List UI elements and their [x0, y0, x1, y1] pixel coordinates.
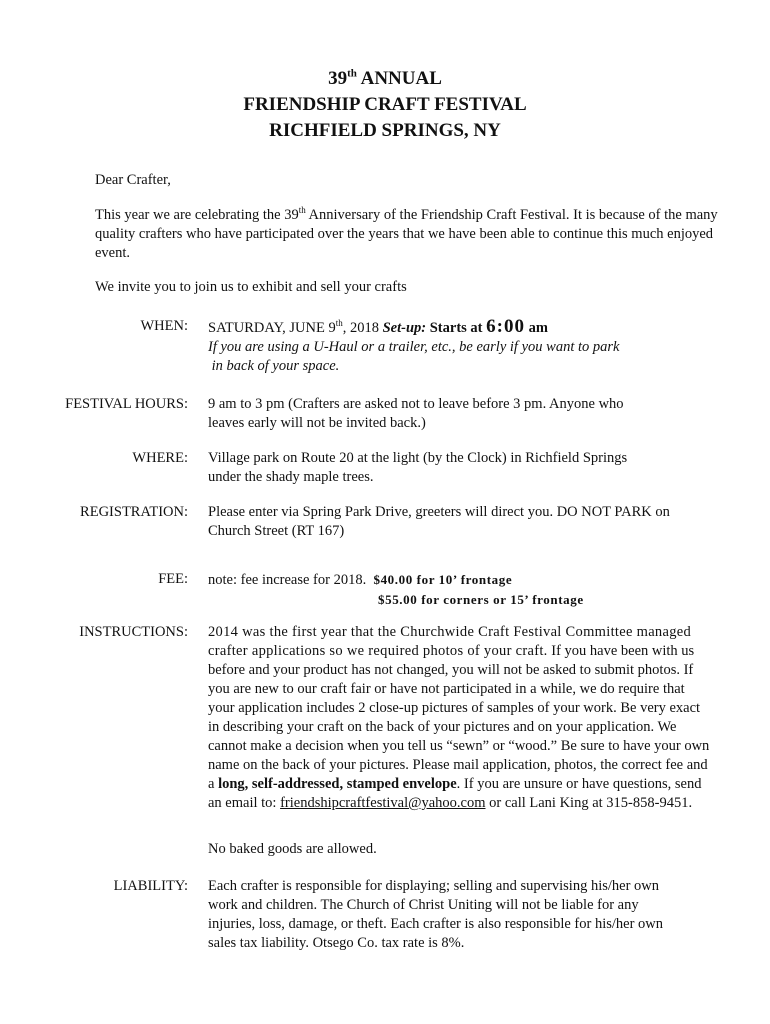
invite-text: We invite you to join us to exhibit and sell your crafts — [95, 279, 407, 295]
when-label: WHEN: — [140, 318, 188, 334]
event-date: SATURDAY, JUNE 9th, 2018 — [208, 318, 383, 336]
start-time: 6:00 — [486, 316, 525, 337]
trailer-note-line1: If you are using a U-Haul or a trailer, etc., be early if you want to park — [208, 339, 620, 355]
fee-price-corner: $55.00 for corners or 15’ frontage — [378, 592, 584, 607]
registration-value: Please enter via Spring Park Drive, greeters will direct you. DO NOT PARK on Church Street (RT 167) — [208, 504, 670, 539]
where-value: Village park on Route 20 at the light (by the Clock) in Richfield Springs under the shady maple trees. — [208, 450, 628, 485]
intro-paragraph: This year we are celebrating the 39th Anniversary of the Friendship Craft Festival. It is because of the many quality crafters who have participated over the years that we have been able to continue this much enjoyed event. — [95, 205, 718, 261]
when-value: SATURDAY, JUNE 9th, 2018 Set-up: Starts at 6:00 am If you are using a U-Haul or a trailer, etc., be early if you want to park in back of your space. — [208, 317, 718, 376]
setup-label: Set-up: — [382, 320, 427, 336]
title-line-anniversary: 39th ANNUAL — [328, 67, 442, 89]
envelope-requirement: long, self-addressed, stamped envelope — [218, 776, 457, 792]
liability-label: LIABILITY: — [113, 878, 188, 894]
contact-email-link[interactable]: friendshipcraftfestival@yahoo.com — [280, 795, 486, 811]
fee-price-standard: $40.00 for 10’ frontage — [373, 572, 513, 587]
fee-note: note: fee increase for 2018. — [208, 572, 374, 588]
trailer-note-line2: in back of your space. — [208, 358, 340, 374]
instructions-value: 2014 was the first year that the Churchwide Craft Festival Committee managed crafter applications so we required photos of your craft. If you have been with us before and your product has not changed, you will not be asked to submit photos. If you are new to our craft fair or have not participated in a while, we do require that your application includes 2 close-up pictures of samples of your work. Be very exact in describing your craft on the back of your pictures and on your application. We cannot make a decision when you tell us “sewn” or “wood.” Be sure to have your own name on the back of your pictures. Please mail application, photos, the correct fee and a long, self-addressed, stamped envelope. If you are unsure or have questions, send an email to: friendshipcraftfestival@yahoo.com or call Lani King at 315-858-9451. — [208, 624, 710, 811]
where-label: WHERE: — [132, 450, 188, 466]
title-line-festival-name: FRIENDSHIP CRAFT FESTIVAL — [243, 94, 527, 115]
registration-label: REGISTRATION: — [80, 504, 188, 520]
document-title — [0, 66, 770, 144]
title-line-location: RICHFIELD SPRINGS, NY — [269, 120, 501, 141]
instructions-label: INSTRUCTIONS: — [79, 624, 188, 640]
fee-label: FEE: — [158, 571, 188, 587]
festival-hours-value: 9 am to 3 pm (Crafters are asked not to leave before 3 pm. Anyone who leaves early will not be invited back.) — [208, 396, 624, 431]
fee-value — [208, 570, 718, 609]
no-baked-goods-text: No baked goods are allowed. — [208, 841, 377, 857]
festival-hours-label: FESTIVAL HOURS: — [65, 396, 188, 412]
liability-value: Each crafter is responsible for displaying; selling and supervising his/her own work and children. The Church of Christ Uniting will not be liable for any injuries, loss, damage, or theft. Each crafter is also responsible for his/her own sales tax liability. Otsego Co. tax rate is 8%. — [208, 878, 664, 951]
greeting: Dear Crafter, — [95, 172, 171, 188]
